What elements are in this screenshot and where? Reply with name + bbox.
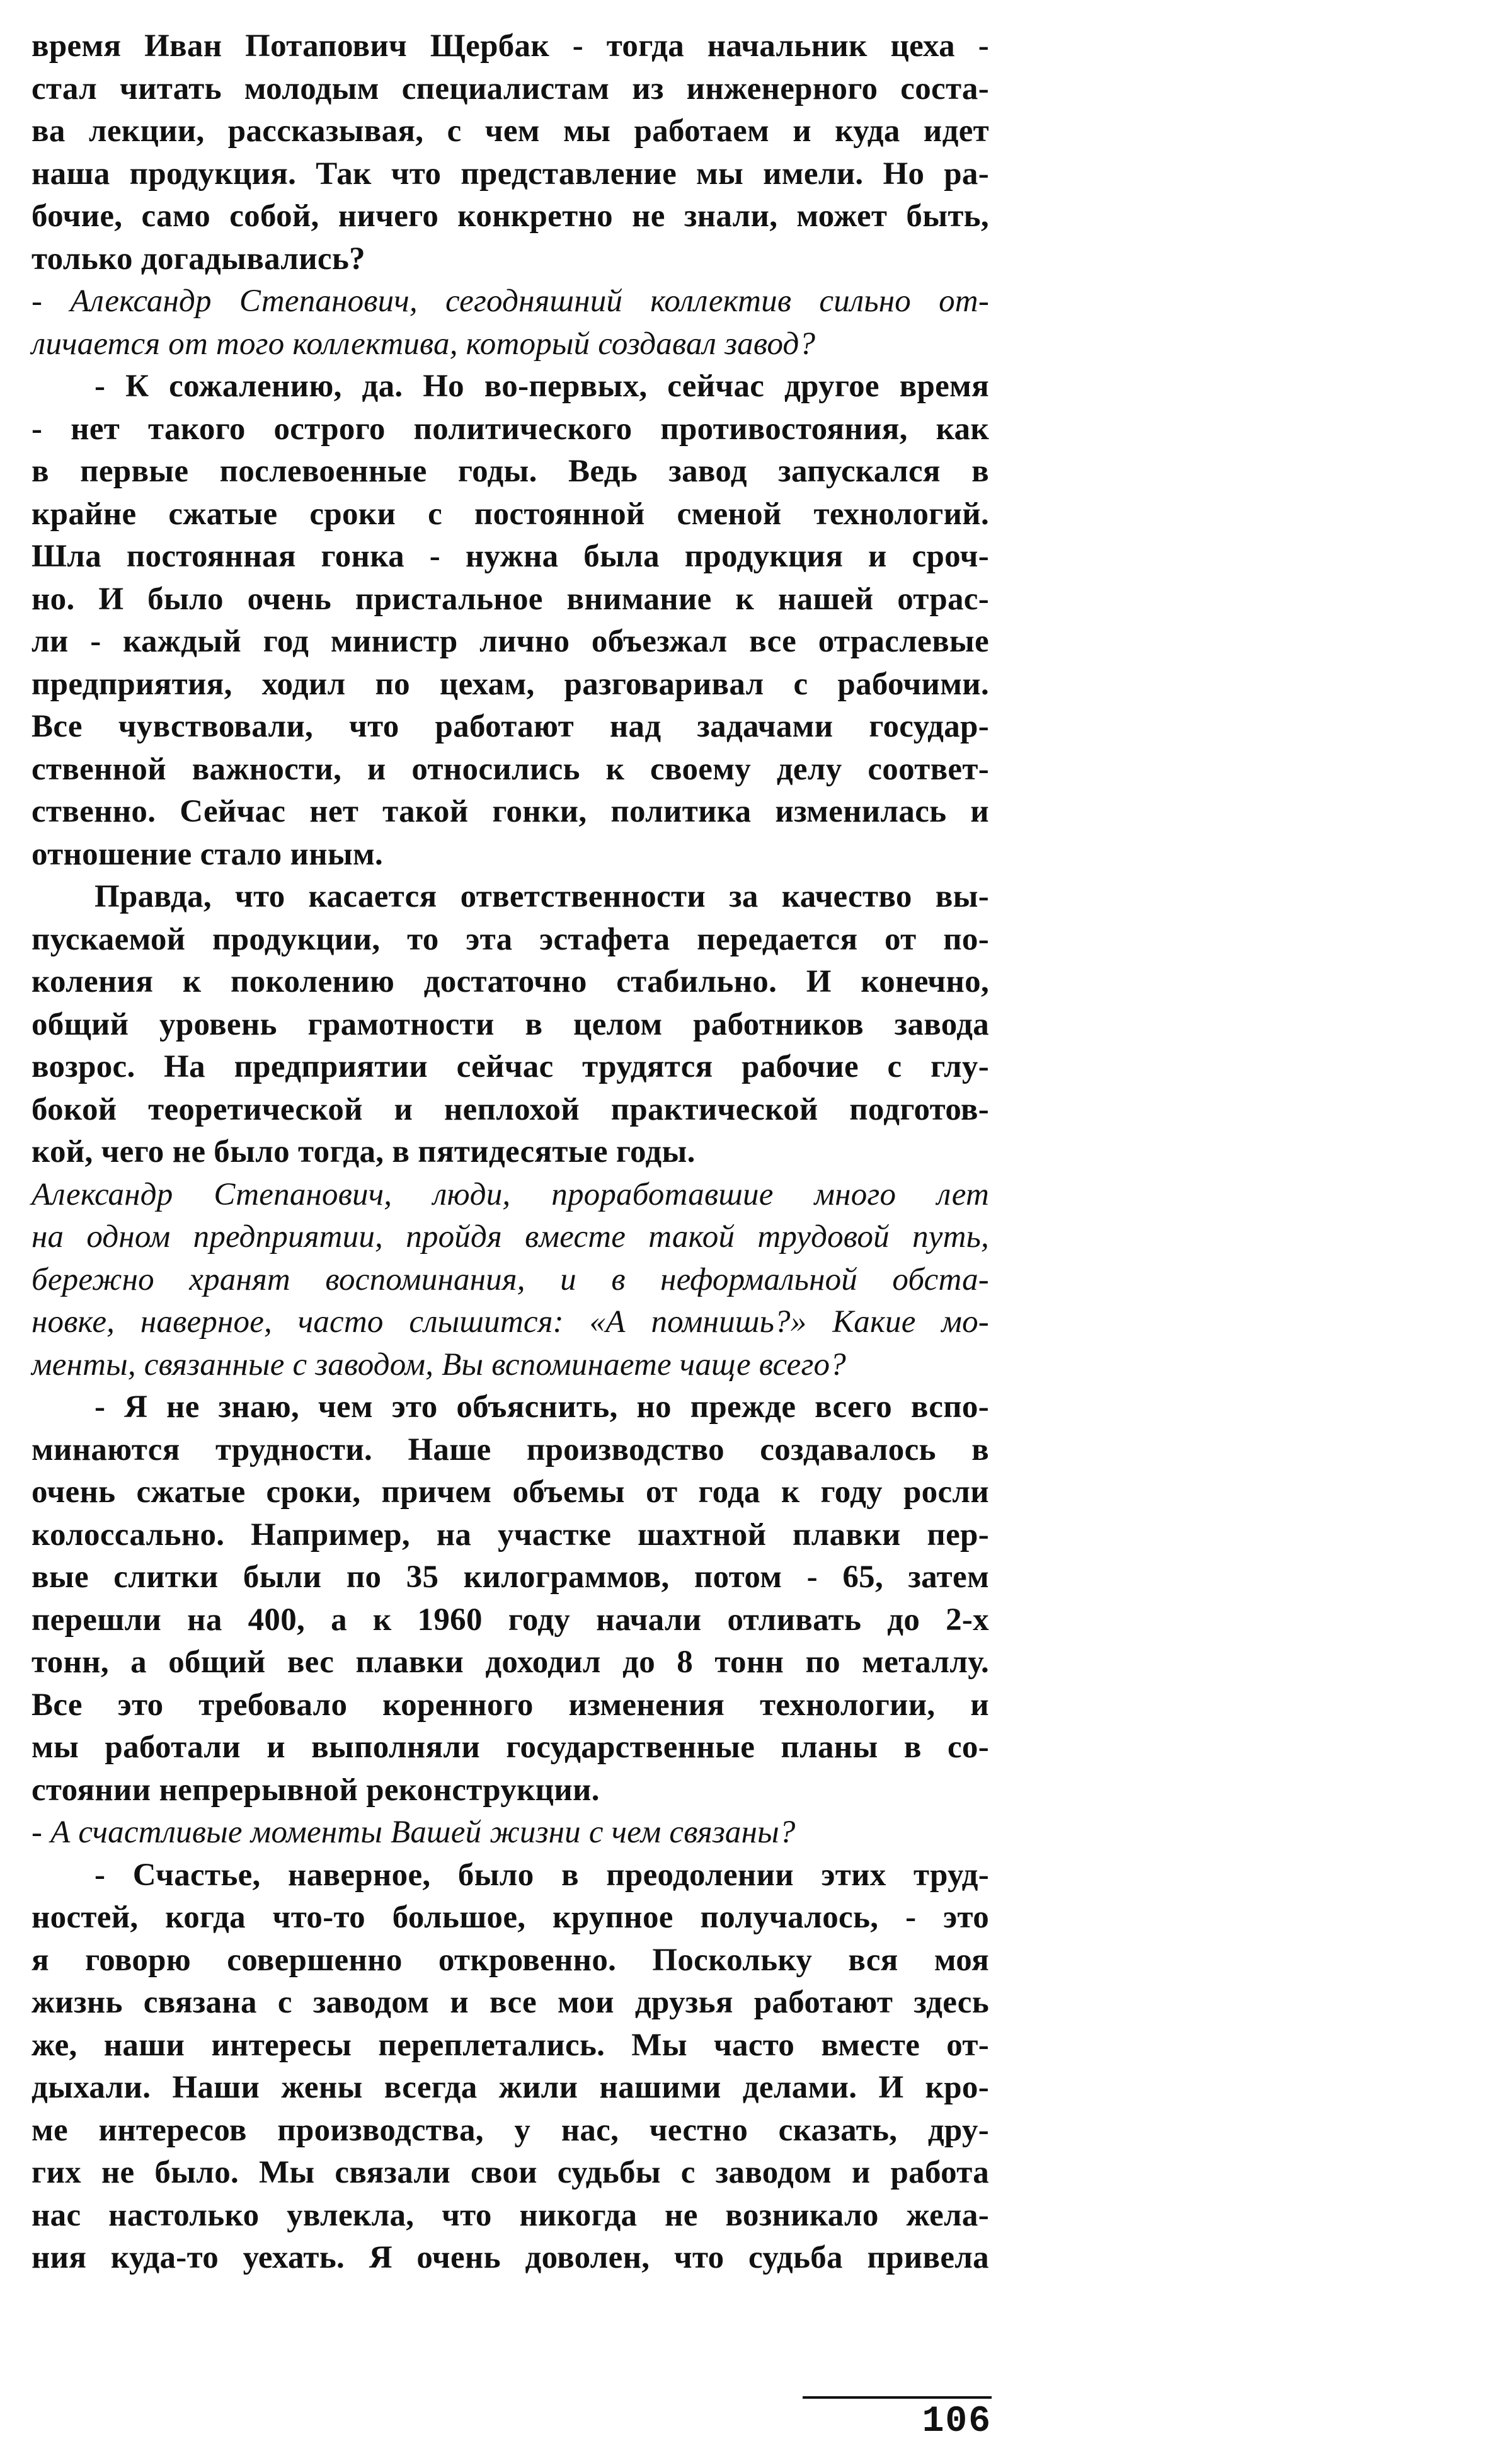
answer-line: ственно. Сейчас нет такой гонки, политика изменилась и xyxy=(32,794,989,829)
answer-line: ностей, когда что-то большое, крупное получалось, - это xyxy=(32,1900,989,1935)
answer-line: крайне сжатые сроки с постоянной сменой технологий. xyxy=(32,496,989,532)
text-line: бочие, само собой, ничего конкретно не знали, может быть, xyxy=(32,198,989,234)
text-line: стал читать молодым специалистам из инженерного соста- xyxy=(32,71,989,106)
interview-answer-3 xyxy=(32,1854,989,2280)
answer-line: возрос. На предприятии сейчас трудятся рабочие с глу- xyxy=(32,1049,989,1084)
question-line: личается от того коллектива, который создавал завод? xyxy=(32,326,816,362)
interview-answer-1 xyxy=(32,365,989,876)
answer-line: гих не было. Мы связали свои судьбы с заводом и работа xyxy=(32,2155,989,2190)
answer-line: пускаемой продукции, то эта эстафета передается от по- xyxy=(32,921,989,957)
answer-line: Шла постоянная гонка - нужна была продукция и сроч- xyxy=(32,539,989,574)
answer-line: колоссально. Например, на участке шахтной плавки пер- xyxy=(32,1517,989,1553)
answer-line: тонн, а общий вес плавки доходил до 8 тонн по металлу. xyxy=(32,1645,989,1680)
text-line: время Иван Потапович Щербак - тогда начальник цеха - xyxy=(32,28,989,64)
text-line: наша продукция. Так что представление мы имели. Но ра- xyxy=(32,156,989,192)
answer-line: общий уровень грамотности в целом работников завода xyxy=(32,1006,989,1042)
interview-question-1 xyxy=(32,280,989,365)
answer-line: минаются трудности. Наше производство создавалось в xyxy=(32,1432,989,1467)
answer-line: - Счастье, наверное, было в преодолении этих труд- xyxy=(94,1857,989,1893)
answer-line: ния куда-то уехать. Я очень доволен, что судьба привела xyxy=(32,2240,989,2275)
answer-line: ственной важности, и относились к своему делу соответ- xyxy=(32,751,989,787)
answer-line: в первые послевоенные годы. Ведь завод запускался в xyxy=(32,454,989,489)
answer-line: перешли на 400, а к 1960 году начали отливать до 2-х xyxy=(32,1602,989,1638)
text-line: только догадывались? xyxy=(32,241,365,277)
page-footer xyxy=(800,2396,992,2442)
question-line: новке, наверное, часто слышится: «А помнишь?» Какие мо- xyxy=(32,1304,989,1340)
answer-line: Все это требовало коренного изменения технологии, и xyxy=(32,1687,989,1723)
question-line: - А счастливые моменты Вашей жизни с чем связаны? xyxy=(32,1815,796,1850)
question-line: Александр Степанович, люди, проработавшие много лет xyxy=(32,1176,989,1212)
question-line: менты, связанные с заводом, Вы вспоминаете чаще всего? xyxy=(32,1346,846,1382)
answer-line: Правда, что касается ответственности за качество вы- xyxy=(94,879,989,914)
question-line: бережно хранят воспоминания, и в неформальной обста- xyxy=(32,1261,989,1297)
answer-line: ме интересов производства, у нас, честно сказать, дру- xyxy=(32,2112,989,2148)
answer-line: дыхали. Наши жены всегда жили нашими делами. И кро- xyxy=(32,2070,989,2105)
answer-line: я говорю совершенно откровенно. Поскольку вся моя xyxy=(32,1942,989,1978)
answer-line: стоянии непрерывной реконструкции. xyxy=(32,1772,600,1808)
answer-line: жизнь связана с заводом и все мои друзья работают здесь xyxy=(32,1985,989,2020)
answer-line: бокой теоретической и неплохой практической подготов- xyxy=(32,1091,989,1127)
answer-line: очень сжатые сроки, причем объемы от года к году росли xyxy=(32,1474,989,1510)
answer-line: - К сожалению, да. Но во-первых, сейчас другое время xyxy=(94,369,989,404)
page-text xyxy=(32,25,989,2280)
footer-rule xyxy=(803,2396,992,2399)
answer-line: кой, чего не было тогда, в пятидесятые годы. xyxy=(32,1134,696,1169)
answer-line: нас настолько увлекла, что никогда не возникало жела- xyxy=(32,2197,989,2233)
interview-answer-1-continued xyxy=(32,876,989,1174)
interview-answer-2 xyxy=(32,1386,989,1812)
text-line: ва лекции, рассказывая, с чем мы работаем и куда идет xyxy=(32,113,989,149)
answer-line: коления к поколению достаточно стабильно. И конечно, xyxy=(32,964,989,999)
paragraph-intro-continuation xyxy=(32,25,989,280)
answer-line: - нет такого острого политического противостояния, как xyxy=(32,411,989,447)
interview-question-3 xyxy=(32,1812,989,1854)
answer-line: предприятия, ходил по цехам, разговаривал с рабочими. xyxy=(32,666,989,702)
interview-question-2 xyxy=(32,1174,989,1387)
answer-line: но. И было очень пристальное внимание к нашей отрас- xyxy=(32,581,989,617)
question-line: - Александр Степанович, сегодняшний коллектив сильно от- xyxy=(32,284,989,319)
question-line: на одном предприятии, пройдя вместе такой трудовой путь, xyxy=(32,1219,989,1255)
answer-line: же, наши интересы переплетались. Мы часто вместе от- xyxy=(32,2027,989,2063)
answer-line: мы работали и выполняли государственные планы в со- xyxy=(32,1730,989,1765)
answer-line: отношение стало иным. xyxy=(32,836,384,872)
answer-line: ли - каждый год министр лично объезжал все отраслевые xyxy=(32,624,989,659)
answer-line: - Я не знаю, чем это объяснить, но прежде всего вспо- xyxy=(94,1389,989,1425)
page-number: 106 xyxy=(922,2401,992,2442)
answer-line: вые слитки были по 35 килограммов, потом - 65, затем xyxy=(32,1559,989,1595)
answer-line: Все чувствовали, что работают над задачами государ- xyxy=(32,709,989,744)
